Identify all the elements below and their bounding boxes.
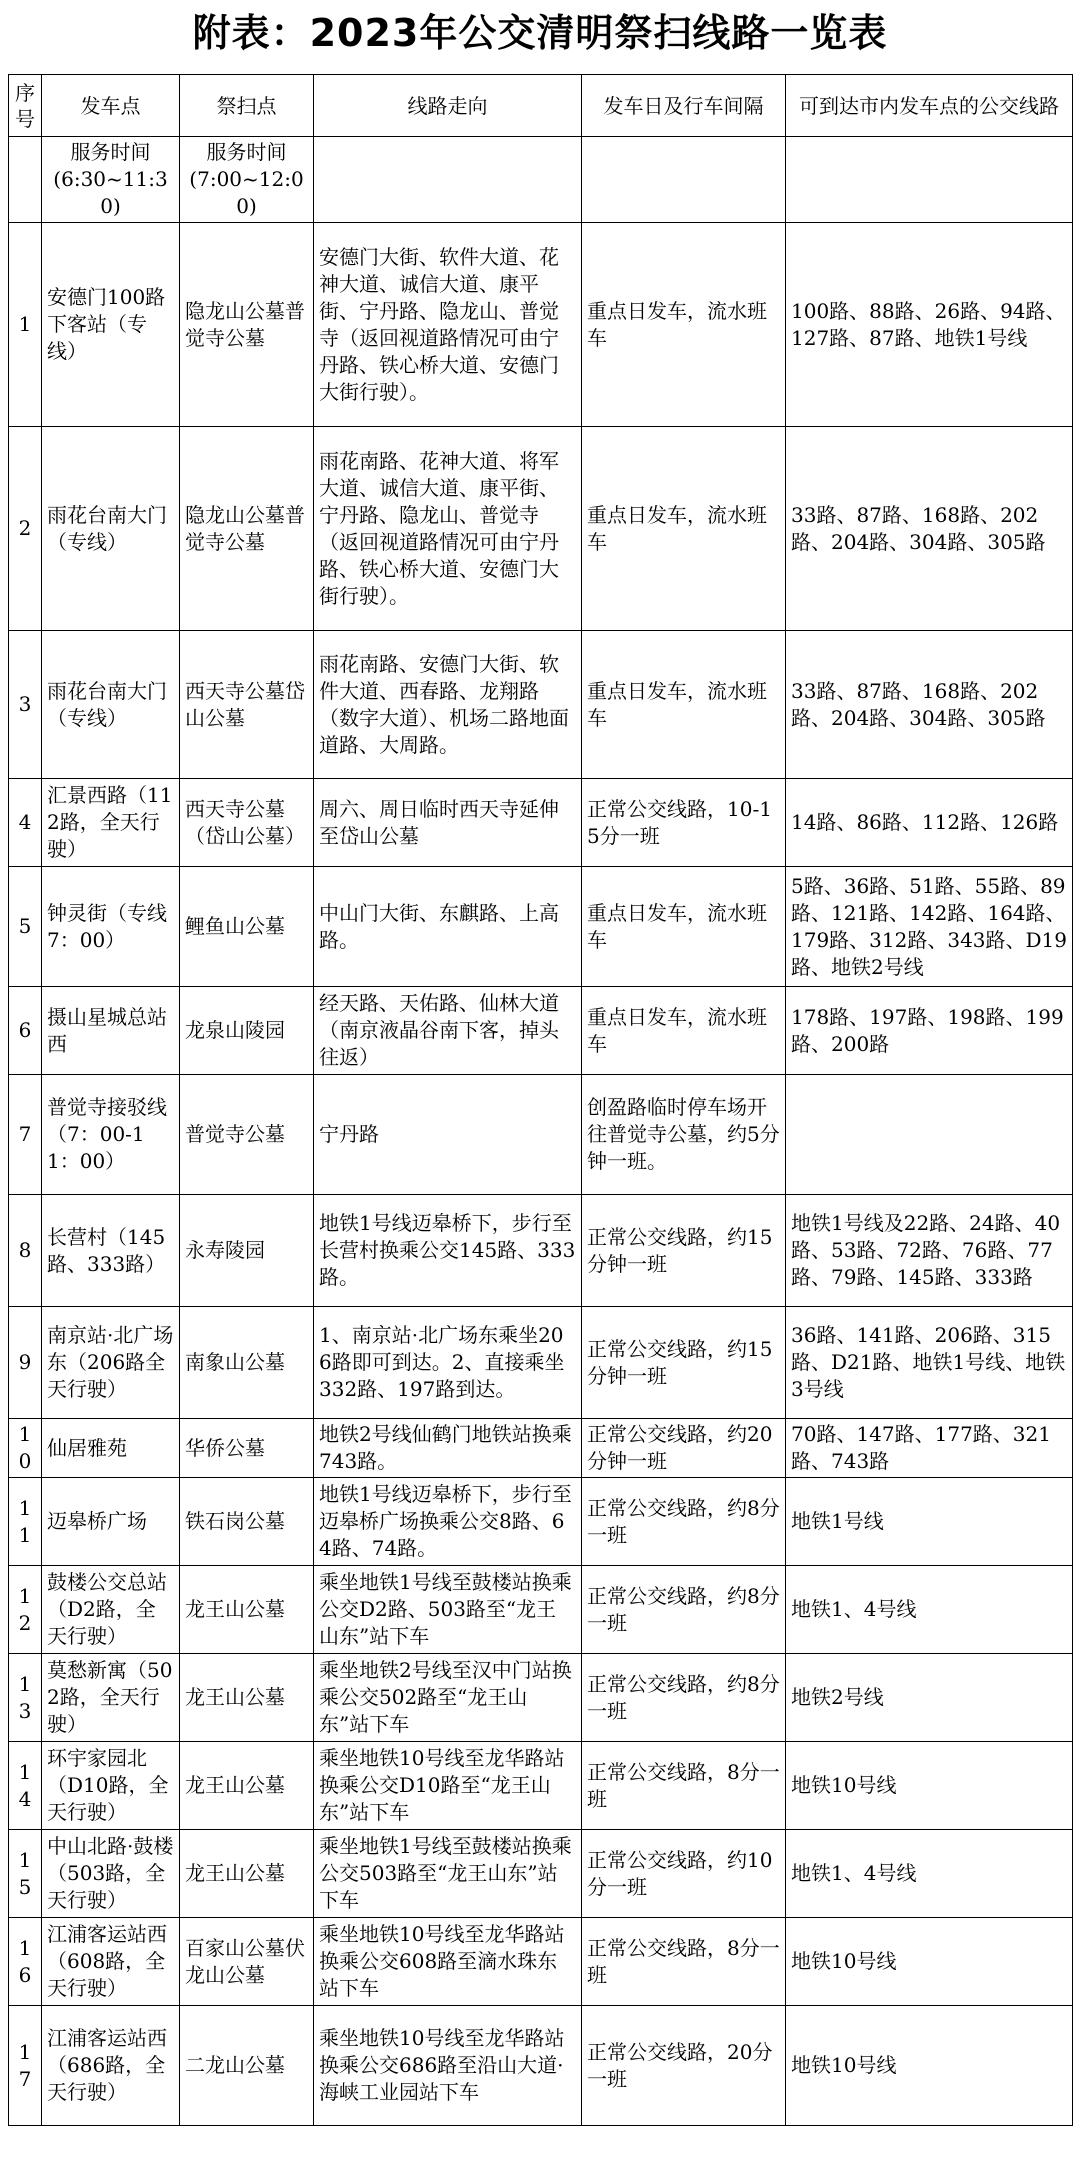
table-row — [9, 1654, 1073, 1742]
route-desc: 乘坐地铁1号线至鼓楼站换乘公交503路至“龙王山东”站下车 — [314, 1830, 582, 1918]
row-no: 1 — [9, 223, 42, 427]
sweep-point: 龙王山公墓 — [180, 1566, 314, 1654]
schedule: 正常公交线路，约8分一班 — [582, 1654, 786, 1742]
table-header-row — [9, 75, 1073, 137]
sweep-point: 龙王山公墓 — [180, 1654, 314, 1742]
table-row — [9, 2006, 1073, 2126]
sweep-point: 龙王山公墓 — [180, 1830, 314, 1918]
route-desc: 周六、周日临时西天寺延伸至岱山公墓 — [314, 779, 582, 867]
header-sweep: 祭扫点 — [180, 75, 314, 137]
route-desc: 经天路、天佑路、仙林大道（南京液晶谷南下客，掉头往返） — [314, 987, 582, 1075]
table-row — [9, 779, 1073, 867]
schedule: 正常公交线路，约10分一班 — [582, 1830, 786, 1918]
sweep-point: 普觉寺公墓 — [180, 1075, 314, 1195]
table-row — [9, 1478, 1073, 1566]
row-no: 5 — [9, 867, 42, 987]
sweep-point: 隐龙山公墓普觉寺公墓 — [180, 427, 314, 631]
route-desc: 雨花南路、安德门大街、软件大道、西春路、龙翔路（数字大道）、机场二路地面道路、大周路。 — [314, 631, 582, 779]
row-no: 2 — [9, 427, 42, 631]
schedule: 正常公交线路，8分一班 — [582, 1918, 786, 2006]
route-desc: 地铁2号线仙鹤门地铁站换乘743路。 — [314, 1419, 582, 1478]
row-no: 15 — [9, 1830, 42, 1918]
row-no: 14 — [9, 1742, 42, 1830]
schedule: 重点日发车，流水班车 — [582, 427, 786, 631]
bus-lines — [786, 1075, 1073, 1195]
row-no: 10 — [9, 1419, 42, 1478]
depart-point: 仙居雅苑 — [42, 1419, 180, 1478]
header-lines: 可到达市内发车点的公交线路 — [786, 75, 1073, 137]
depart-point: 鼓楼公交总站（D2路，全天行驶） — [42, 1566, 180, 1654]
route-desc: 乘坐地铁2号线至汉中门站换乘公交502路至“龙王山东”站下车 — [314, 1654, 582, 1742]
row-no: 17 — [9, 2006, 42, 2126]
depart-point: 摄山星城总站西 — [42, 987, 180, 1075]
bus-lines: 地铁1、4号线 — [786, 1566, 1073, 1654]
table-row — [9, 1566, 1073, 1654]
header-no: 序号 — [9, 75, 42, 137]
depart-point: 莫愁新寓（502路，全天行驶） — [42, 1654, 180, 1742]
route-desc: 乘坐地铁1号线至鼓楼站换乘公交D2路、503路至“龙王山东”站下车 — [314, 1566, 582, 1654]
bus-lines: 5路、36路、51路、55路、89路、121路、142路、164路、179路、312路、343路、D19路、地铁2号线 — [786, 867, 1073, 987]
row-no: 16 — [9, 1918, 42, 2006]
schedule: 正常公交线路，8分一班 — [582, 1742, 786, 1830]
bus-lines: 地铁10号线 — [786, 1742, 1073, 1830]
depart-point: 迈皋桥广场 — [42, 1478, 180, 1566]
table-row — [9, 867, 1073, 987]
bus-lines: 地铁1号线及22路、24路、40路、53路、72路、76路、77路、79路、145路、333路 — [786, 1195, 1073, 1307]
row-no: 4 — [9, 779, 42, 867]
bus-lines: 地铁1、4号线 — [786, 1830, 1073, 1918]
schedule: 正常公交线路，约20分钟一班 — [582, 1419, 786, 1478]
route-desc: 乘坐地铁10号线至龙华路站换乘公交D10路至“龙王山东”站下车 — [314, 1742, 582, 1830]
route-desc: 中山门大街、东麒路、上高路。 — [314, 867, 582, 987]
depart-point: 普觉寺接驳线（7：00-11：00） — [42, 1075, 180, 1195]
service-time-row — [9, 137, 1073, 223]
row-no: 12 — [9, 1566, 42, 1654]
sweep-point: 西天寺公墓岱山公墓 — [180, 631, 314, 779]
table-row — [9, 987, 1073, 1075]
row-no: 8 — [9, 1195, 42, 1307]
bus-lines: 36路、141路、206路、315路、D21路、地铁1号线、地铁3号线 — [786, 1307, 1073, 1419]
table-row — [9, 1419, 1073, 1478]
sweep-point: 隐龙山公墓普觉寺公墓 — [180, 223, 314, 427]
row-no: 7 — [9, 1075, 42, 1195]
depart-point: 南京站·北广场东（206路全天行驶） — [42, 1307, 180, 1419]
row-no: 9 — [9, 1307, 42, 1419]
route-desc: 地铁1号线迈皋桥下，步行至迈皋桥广场换乘公交8路、64路、74路。 — [314, 1478, 582, 1566]
depart-point: 安德门100路下客站（专线） — [42, 223, 180, 427]
bus-lines: 地铁1号线 — [786, 1478, 1073, 1566]
table-row — [9, 427, 1073, 631]
table-row — [9, 1830, 1073, 1918]
table-row — [9, 1195, 1073, 1307]
table-row — [9, 631, 1073, 779]
depart-point: 雨花台南大门（专线） — [42, 631, 180, 779]
schedule: 正常公交线路，约15分钟一班 — [582, 1195, 786, 1307]
bus-lines: 178路、197路、198路、199路、200路 — [786, 987, 1073, 1075]
route-table — [8, 74, 1073, 2126]
route-desc: 地铁1号线迈皋桥下，步行至长营村换乘公交145路、333路。 — [314, 1195, 582, 1307]
sweep-point: 龙泉山陵园 — [180, 987, 314, 1075]
bus-lines: 33路、87路、168路、202路、204路、304路、305路 — [786, 427, 1073, 631]
schedule: 正常公交线路，约8分一班 — [582, 1566, 786, 1654]
bus-lines: 70路、147路、177路、321路、743路 — [786, 1419, 1073, 1478]
sweep-point: 鲤鱼山公墓 — [180, 867, 314, 987]
table-row — [9, 1307, 1073, 1419]
table-row — [9, 1742, 1073, 1830]
route-desc: 安德门大街、软件大道、花神大道、诚信大道、康平街、宁丹路、隐龙山、普觉寺（返回视道路情况可由宁丹路、铁心桥大道、安德门大街行驶）。 — [314, 223, 582, 427]
bus-lines: 地铁10号线 — [786, 1918, 1073, 2006]
bus-lines: 33路、87路、168路、202路、204路、304路、305路 — [786, 631, 1073, 779]
route-desc: 雨花南路、花神大道、将军大道、诚信大道、康平街、宁丹路、隐龙山、普觉寺（返回视道路情况可由宁丹路、铁心桥大道、安德门大街行驶）。 — [314, 427, 582, 631]
header-route: 线路走向 — [314, 75, 582, 137]
route-desc: 1、南京站·北广场东乘坐206路即可到达。2、直接乘坐332路、197路到达。 — [314, 1307, 582, 1419]
schedule: 重点日发车，流水班车 — [582, 987, 786, 1075]
header-schedule: 发车日及行车间隔 — [582, 75, 786, 137]
depart-point: 汇景西路（112路，全天行驶） — [42, 779, 180, 867]
row-no: 11 — [9, 1478, 42, 1566]
table-row — [9, 1075, 1073, 1195]
sweep-point: 南象山公墓 — [180, 1307, 314, 1419]
bus-lines: 100路、88路、26路、94路、127路、87路、地铁1号线 — [786, 223, 1073, 427]
sweep-point: 华侨公墓 — [180, 1419, 314, 1478]
depart-point: 环宇家园北（D10路，全天行驶） — [42, 1742, 180, 1830]
sweep-point: 龙王山公墓 — [180, 1742, 314, 1830]
sweep-point: 永寿陵园 — [180, 1195, 314, 1307]
route-desc: 乘坐地铁10号线至龙华路站换乘公交608路至滴水珠东站下车 — [314, 1918, 582, 2006]
schedule: 正常公交线路，约8分一班 — [582, 1478, 786, 1566]
table-row — [9, 1918, 1073, 2006]
row-no: 6 — [9, 987, 42, 1075]
schedule: 正常公交线路，10-15分一班 — [582, 779, 786, 867]
row-no: 3 — [9, 631, 42, 779]
service-time-sweep: 服务时间 (7:00~12:00) — [180, 137, 314, 223]
route-desc: 乘坐地铁10号线至龙华路站换乘公交686路至沿山大道·海峡工业园站下车 — [314, 2006, 582, 2126]
schedule: 创盈路临时停车场开往普觉寺公墓，约5分钟一班。 — [582, 1075, 786, 1195]
bus-lines: 地铁10号线 — [786, 2006, 1073, 2126]
sweep-point: 西天寺公墓（岱山公墓） — [180, 779, 314, 867]
route-desc: 宁丹路 — [314, 1075, 582, 1195]
sweep-point: 百家山公墓伏龙山公墓 — [180, 1918, 314, 2006]
header-depart: 发车点 — [42, 75, 180, 137]
schedule: 正常公交线路，约15分钟一班 — [582, 1307, 786, 1419]
sweep-point: 二龙山公墓 — [180, 2006, 314, 2126]
depart-point: 江浦客运站西（686路，全天行驶） — [42, 2006, 180, 2126]
service-time-depart: 服务时间 (6:30~11:30) — [42, 137, 180, 223]
sweep-point: 铁石岗公墓 — [180, 1478, 314, 1566]
page-title: 附表：2023年公交清明祭扫线路一览表 — [192, 11, 888, 55]
schedule: 重点日发车，流水班车 — [582, 223, 786, 427]
depart-point: 中山北路·鼓楼（503路，全天行驶） — [42, 1830, 180, 1918]
row-no: 13 — [9, 1654, 42, 1742]
schedule: 重点日发车，流水班车 — [582, 867, 786, 987]
depart-point: 江浦客运站西（608路，全天行驶） — [42, 1918, 180, 2006]
bus-lines: 14路、86路、112路、126路 — [786, 779, 1073, 867]
schedule: 正常公交线路，20分一班 — [582, 2006, 786, 2126]
depart-point: 钟灵街（专线7：00） — [42, 867, 180, 987]
schedule: 重点日发车，流水班车 — [582, 631, 786, 779]
table-row — [9, 223, 1073, 427]
depart-point: 长营村（145路、333路） — [42, 1195, 180, 1307]
depart-point: 雨花台南大门（专线） — [42, 427, 180, 631]
bus-lines: 地铁2号线 — [786, 1654, 1073, 1742]
